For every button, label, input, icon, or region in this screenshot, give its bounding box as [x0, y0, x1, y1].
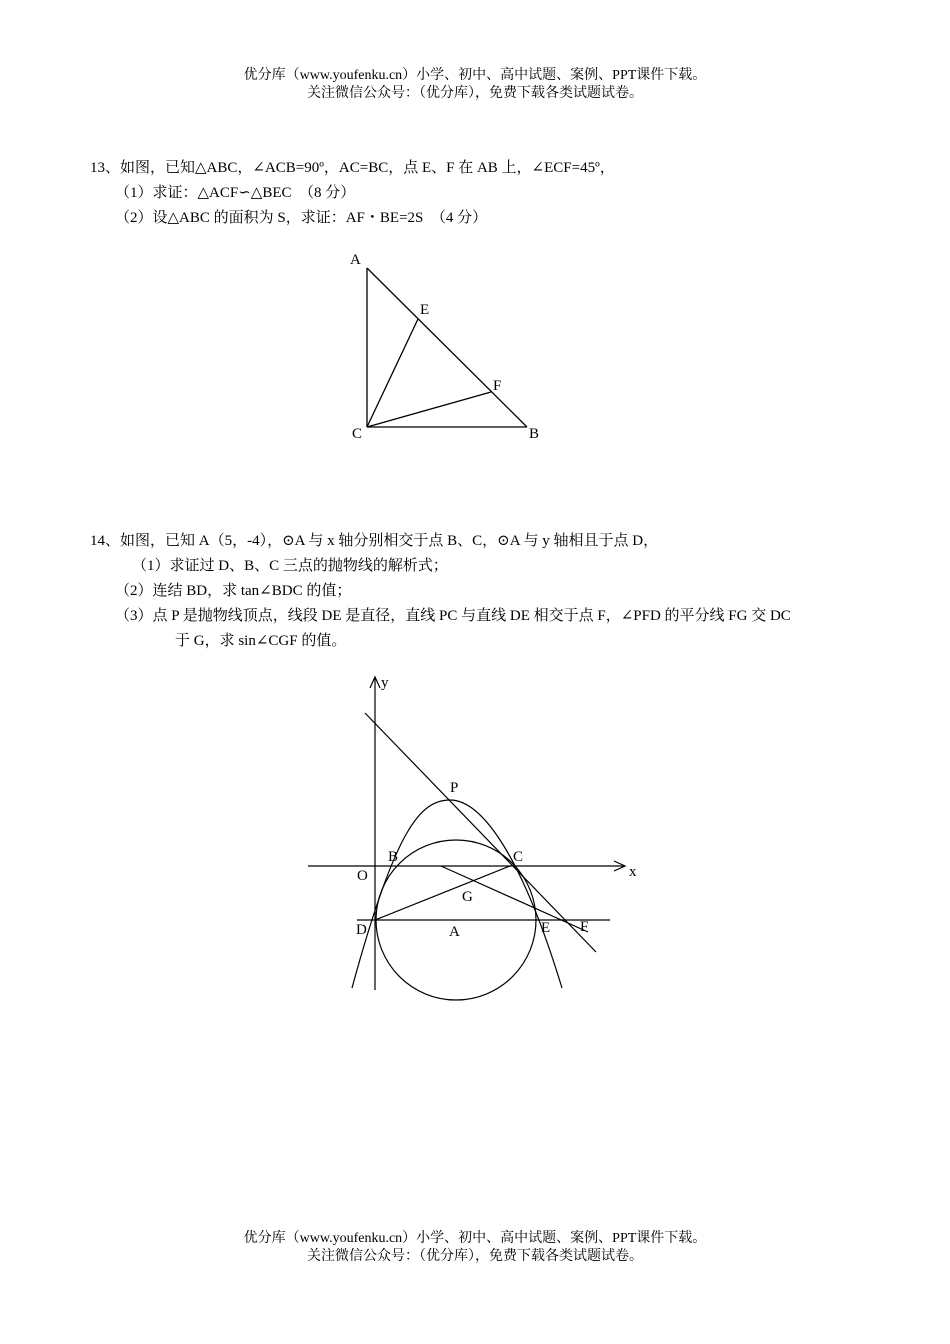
- q14-part-3-cont: 于 G，求 sin∠CGF 的值。: [175, 633, 347, 649]
- label-B: B: [529, 426, 540, 442]
- label-C: C: [352, 426, 363, 442]
- label-A: A: [449, 924, 460, 940]
- page-header-line-1: 优分库（www.youfenku.cn）小学、初中、高中试题、案例、PPT课件下载。: [243, 68, 707, 83]
- label-B: B: [388, 849, 399, 865]
- label-E: E: [541, 920, 551, 936]
- parabola: [352, 800, 562, 988]
- label-x: x: [629, 864, 637, 880]
- segment-DC: [375, 866, 510, 920]
- q13-part-2: （2）设△ABC 的面积为 S，求证：AF・BE=2S （4 分）: [115, 210, 488, 226]
- q13-part-1: （1）求证：△ACF∽△BEC （8 分）: [115, 185, 356, 201]
- q14-stem: 14、如图，已知 A（5，-4），⊙A 与 x 轴分别相交于点 B、C，⊙A 与 y 轴相且于点 D，: [90, 533, 659, 549]
- label-A: A: [350, 252, 361, 268]
- page-header-line-2: 关注微信公众号：（优分库），免费下载各类试题试卷。: [307, 86, 643, 101]
- label-O: O: [357, 868, 368, 884]
- q14-part-2: （2）连结 BD，求 tan∠BDC 的值；: [115, 583, 352, 599]
- label-P: P: [450, 780, 459, 796]
- page-footer-line-2: 关注微信公众号：（优分库），免费下载各类试题试卷。: [307, 1249, 643, 1264]
- label-F: F: [493, 378, 502, 394]
- q14-part-3: （3）点 P 是抛物线顶点，线段 DE 是直径，直线 PC 与直线 DE 相交于点 F，∠PFD 的平分线 FG 交 DC: [115, 608, 791, 624]
- label-y: y: [381, 675, 389, 691]
- label-G: G: [462, 889, 473, 905]
- page-footer-line-1: 优分库（www.youfenku.cn）小学、初中、高中试题、案例、PPT课件下载。: [243, 1231, 707, 1246]
- label-C: C: [513, 849, 524, 865]
- q14-part-1: （1）求证过 D、B、C 三点的抛物线的解析式；: [132, 558, 448, 574]
- q13-stem: 13、如图，已知△ABC，∠ACB=90º，AC=BC，点 E、F 在 AB 上，∠ECF=45º，: [90, 160, 615, 176]
- label-E: E: [420, 302, 430, 318]
- line-PCF: [365, 713, 596, 952]
- label-D: D: [356, 922, 367, 938]
- label-F: F: [580, 919, 589, 935]
